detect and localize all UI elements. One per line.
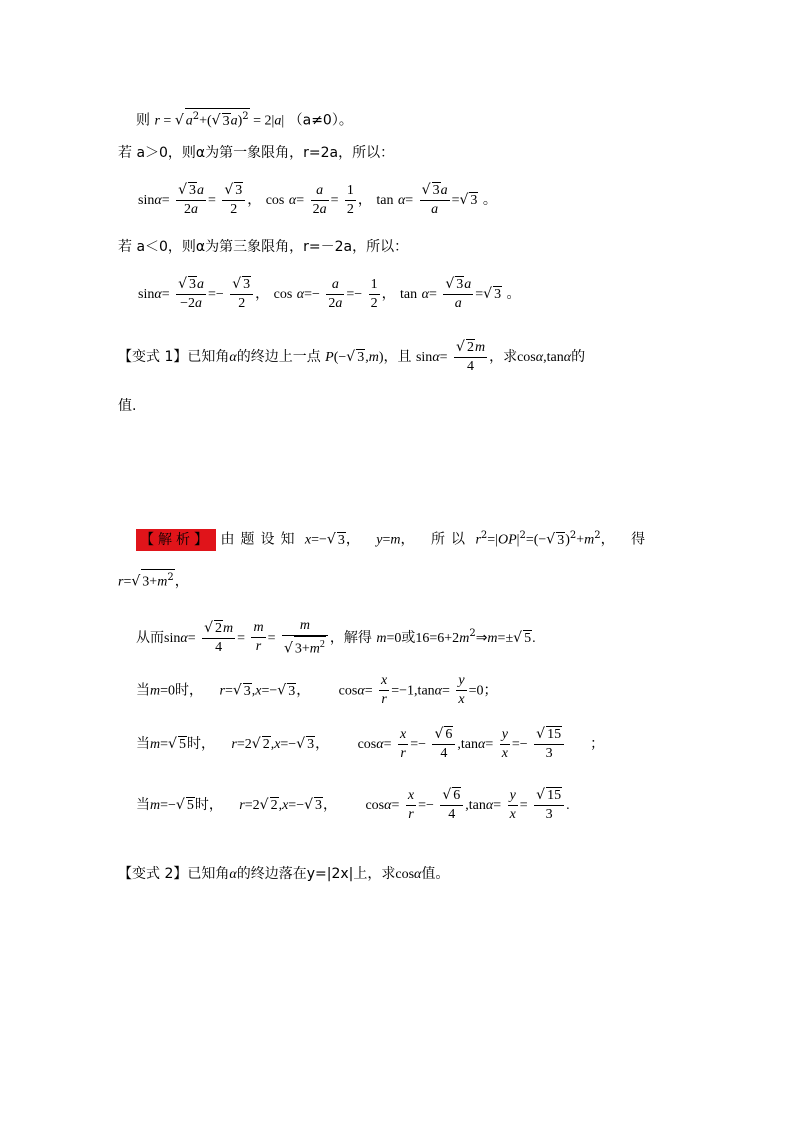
case-b-end: ； xyxy=(590,736,605,752)
analysis-case-c: 当m=−√ 5时， r=2√ 2,x=−√ 3， cosα= $\frac{x}{r}$ =− $\frac{√ 6}{4}$ ,tanα= $\frac{y}{x}$ = $\frac{√ 15}{3}$ . xyxy=(136,787,570,822)
analysis-case-b: 当m=√ 5时， r=2√ 2,x=−√ 3， cosα= $\frac{x}{r}$ =− $\frac{√ 6}{4}$ ,tanα= $\frac{y}{x}$ =− $\frac{√ 15}{3}$ ； xyxy=(136,726,605,761)
case1-statement: 若 a＞0，则α为第一象限角，r=2a，所以： xyxy=(118,145,395,161)
variant1-label: 【变式 1】 xyxy=(118,349,188,365)
variant1-end: 值. xyxy=(118,398,137,414)
variant1-line1: 【变式 1】已知角α的终边上一点 P(−√ 3,m)，且 sinα= $\frac{√ 2m}{4}$ ，求cosα,tanα的 xyxy=(118,339,586,374)
case2-statement: 若 a＜0，则α为第三象限角，r=－2a，所以： xyxy=(118,239,409,255)
variant2-line: 【变式 2】已知角α的终边落在y=|2x|上，求cosα值。 xyxy=(118,866,450,882)
case2-formulas: sinα= $\frac{√ 3a}{-2a}$ =− $\frac{√ 3}{2}$ ， cos α=− $\frac{a}{2a}$ =− $\frac{1}{2}$ ， tan α= $\frac{√ 3a}{a}$ =√ 3 。 xyxy=(138,276,521,311)
variant2-label: 【变式 2】 xyxy=(118,866,188,882)
case1-text xyxy=(118,143,394,163)
analysis-line2: r=√ $3+m^2$， xyxy=(118,569,189,593)
case2-text xyxy=(118,237,408,257)
analysis-line1: 【解析】 由题设知 x=−√ 3， y=m， 所以 $r^2=|OP|^2=(-√$ $3)^2+m^2$， 得 xyxy=(136,526,645,551)
analysis-badge: 【解析】 xyxy=(136,529,216,551)
variant1-line2 xyxy=(118,396,136,416)
case1-formulas: sinα= $\frac{√ 3a}{2a}$ = $\frac{√ 3}{2}$ ， cos α= $\frac{a}{2a}$ = $\frac{1}{2}$ ， tan α= $\frac{√ 3a}{a}$ =√ 3 。 xyxy=(138,182,497,217)
analysis-line3: 从而sinα= $\frac{√ 2m}{4}$ = $\frac{m}{r}$ = $\frac{m}{√ 3+m^2}$ ，解得 m=0或$16=6+2m^2\Rightarrow m=\pm√$ 5. xyxy=(136,618,536,657)
analysis-case-a: 当m=0时， r=√ 3,x=−√ 3， cosα= $\frac{x}{r}$ =−1,tanα= $\frac{y}{x}$ =0； xyxy=(136,673,498,707)
radius-formula-line: 则 r = √ $a^2+(√$ 3a)$^2$ = 2|a| （a≠0）。 xyxy=(136,108,353,132)
